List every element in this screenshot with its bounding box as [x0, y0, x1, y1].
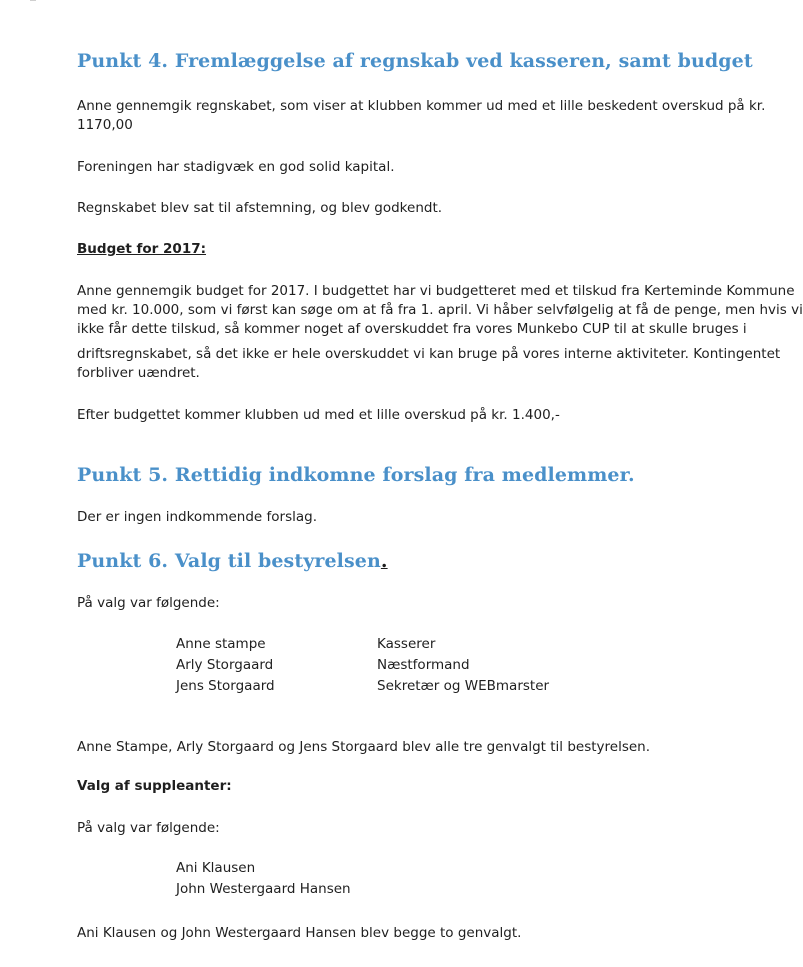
budget-line2: med kr. 10.000, som vi først kan søge om at få fra 1. april. Vi håber selvfølgelig at få de penge, men hvis vi [77, 302, 803, 318]
suppleanter-result: Ani Klausen og John Westergaard Hansen blev begge to genvalgt. [77, 925, 522, 941]
budget-line3: ikke får dette tilskud, så kommer noget af overskuddet fra vores Munkebo CUP til at skulle bruges i [77, 321, 747, 337]
budget-heading: Budget for 2017: [77, 241, 207, 257]
section6-heading [77, 550, 388, 572]
section6-result: Anne Stampe, Arly Storgaard og Jens Storgaard blev alle tre genvalgt til bestyrelsen. [77, 739, 651, 755]
section4-para1-line2: 1170,00 [77, 117, 133, 133]
candidate-name: Anne stampe [176, 636, 266, 652]
section6-intro: På valg var følgende: [77, 595, 220, 611]
budget-result: Efter budgettet kommer klubben ud med et lille overskud på kr. 1.400,- [77, 407, 560, 423]
section4-heading: Punkt 4. Fremlæggelse af regnskab ved kasseren, samt budget [77, 50, 753, 72]
budget-line4: driftsregnskabet, så det ikke er hele overskuddet vi kan bruge på vores interne aktiviteter. Kontingentet [77, 346, 781, 362]
section4-para3: Regnskabet blev sat til afstemning, og blev godkendt. [77, 200, 443, 216]
candidate-name: Arly Storgaard [176, 657, 274, 673]
suppleanter-list [176, 858, 351, 900]
section5-heading: Punkt 5. Rettidig indkomne forslag fra medlemmer. [77, 464, 635, 486]
suppleant-name: John Westergaard Hansen [176, 881, 351, 897]
suppleanter-intro: På valg var følgende: [77, 820, 220, 836]
budget-line5: forbliver uændret. [77, 365, 200, 381]
budget-line1: Anne gennemgik budget for 2017. I budgettet har vi budgetteret med et tilskud fra Kerteminde Kommune [77, 283, 795, 299]
section5-text: Der er ingen indkommende forslag. [77, 509, 318, 525]
section4-para1-line1: Anne gennemgik regnskabet, som viser at klubben kommer ud med et lille beskedent overskud på kr. [77, 98, 766, 114]
section4-para2: Foreningen har stadigvæk en god solid kapital. [77, 159, 395, 175]
section6-heading-text: Punkt 6. Valg til bestyrelsen [77, 550, 381, 572]
section6-heading-suffix: . [380, 550, 388, 572]
candidate-role: Næstformand [377, 657, 470, 673]
scan-mark [30, 0, 36, 5]
suppleanter-heading: Valg af suppleanter: [77, 778, 232, 794]
candidate-role: Sekretær og WEBmarster [377, 678, 550, 694]
candidate-role: Kasserer [377, 636, 436, 652]
candidate-name: Jens Storgaard [176, 678, 275, 694]
suppleant-name: Ani Klausen [176, 860, 256, 876]
